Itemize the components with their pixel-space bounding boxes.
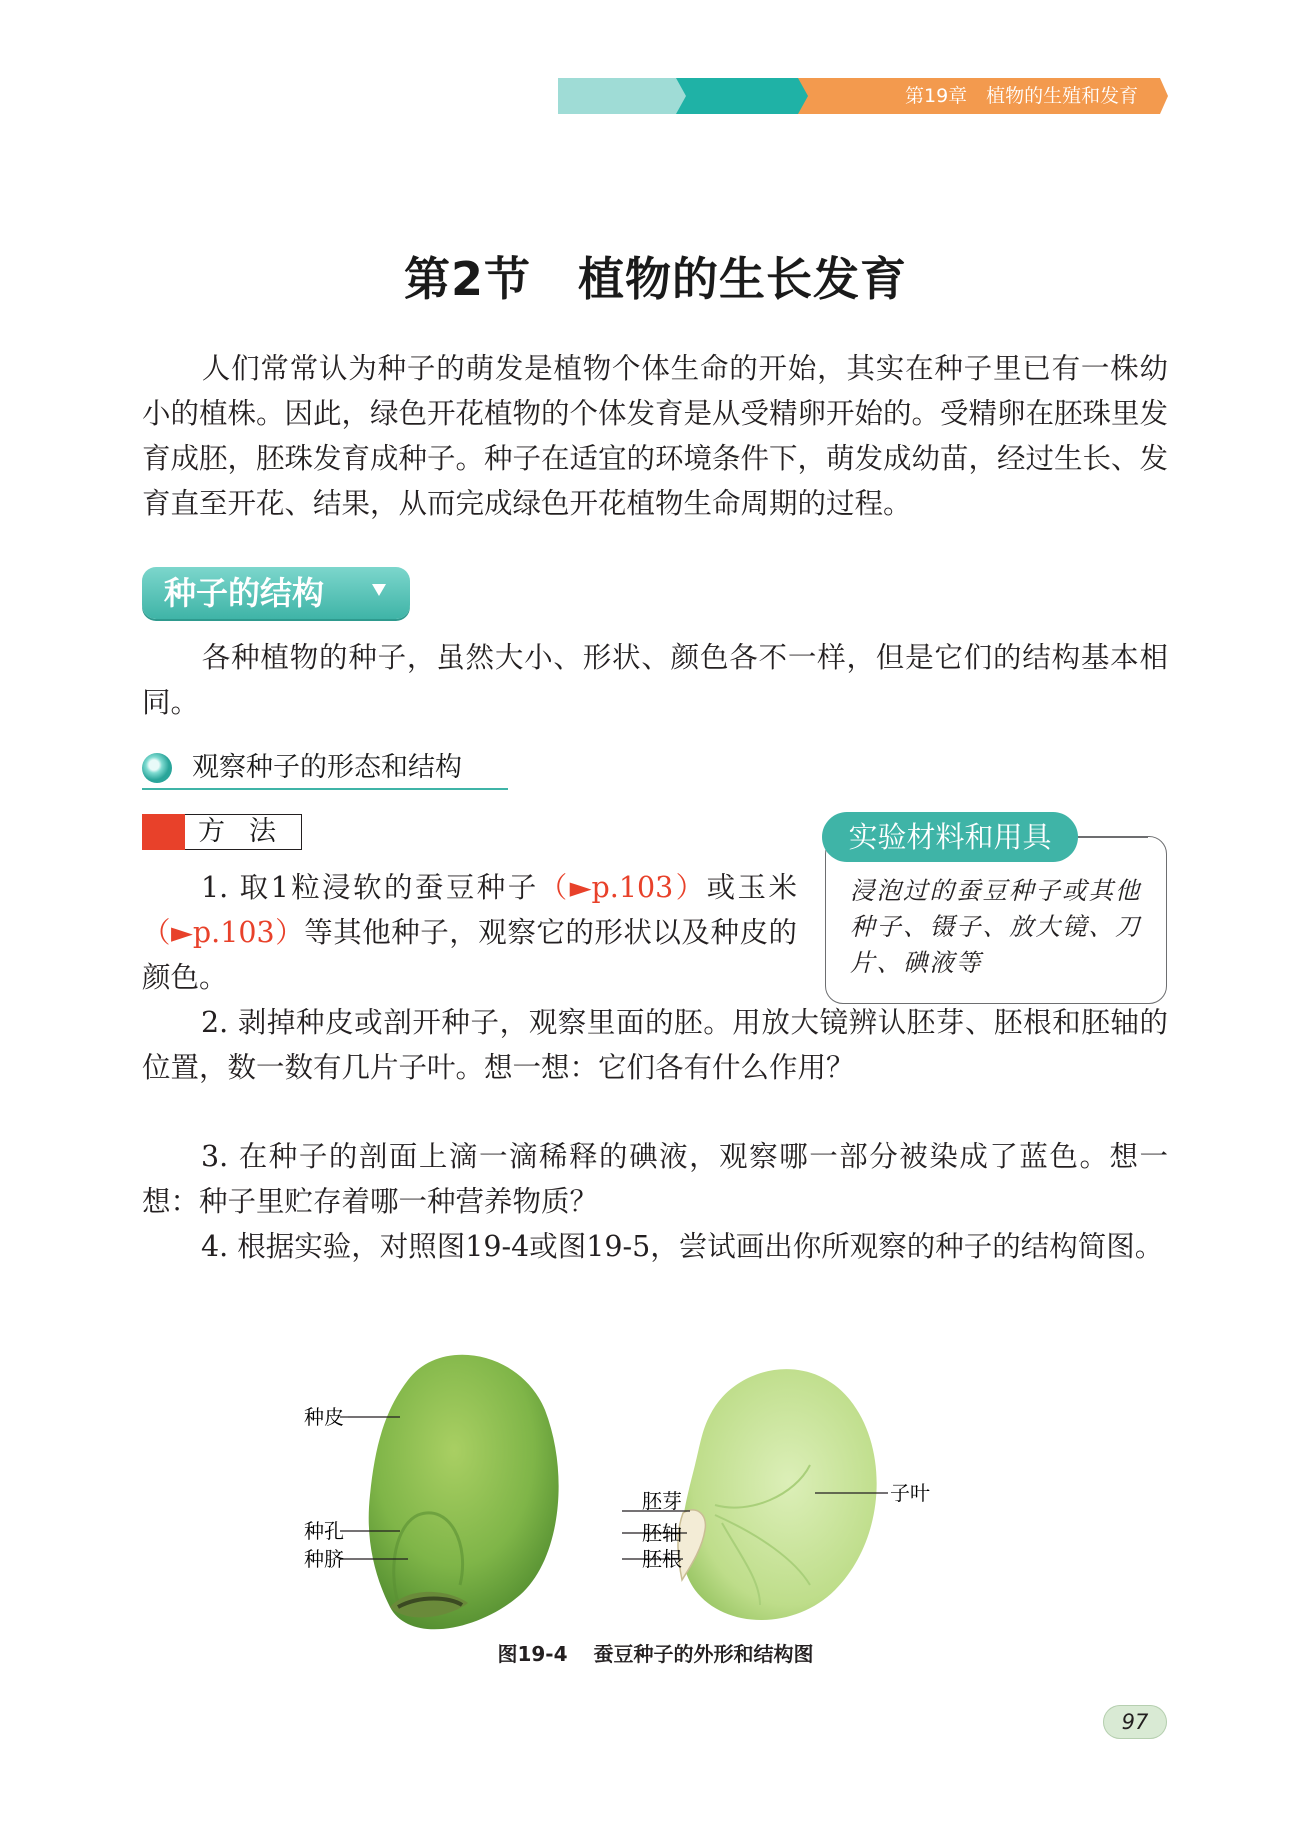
step-1-text-a: 1. 取1粒浸软的蚕豆种子	[201, 871, 539, 904]
intro-text: 人们常常认为种子的萌发是植物个体生命的开始，其实在种子里已有一株幼小的植株。因此，绿色开花植物的个体发育是从受精卵开始的。受精卵在胚珠里发育成胚，胚珠发育成种子。种子在适宜的环境条件下，萌发成幼苗，经过生长、发育直至开花、结果，从而完成绿色开花植物生命周期的过程。	[142, 352, 1169, 520]
section-title: 第2节 植物的生长发育	[403, 252, 907, 306]
label-hilum: 种脐	[304, 1547, 344, 1571]
step-2-text: 2. 剥掉种皮或剖开种子，观察里面的胚。用放大镜辨认胚芽、胚根和胚轴的位置，数一数有几片子叶。想一想：它们各有什么作用？	[142, 1006, 1168, 1084]
heading-arrow-icon	[372, 584, 386, 596]
label-hypocotyl: 胚轴	[642, 1521, 682, 1545]
step-3-text: 3. 在种子的剖面上滴一滴稀释的碘液，观察哪一部分被染成了蓝色。想一想：种子里贮存着哪一种营养物质？	[142, 1140, 1168, 1218]
broad-bean-figure	[290, 1345, 1070, 1645]
page-ref-link[interactable]: （►p.103）	[538, 871, 707, 904]
label-plumule: 胚芽	[642, 1489, 682, 1513]
chapter-label: 第19章 植物的生殖和发育	[905, 85, 1139, 107]
split-seed-image	[678, 1369, 877, 1620]
activity-title: 观察种子的形态和结构	[192, 752, 462, 783]
intro-paragraph	[142, 346, 1168, 526]
step-1-text-b: 或玉米	[706, 871, 797, 904]
step-2	[142, 1000, 1168, 1090]
activity-bullet-icon	[142, 753, 172, 783]
activity-underline	[142, 788, 508, 790]
heading-seed-structure: 种子的结构	[164, 574, 325, 612]
step-4-text: 4. 根据实验，对照图19-4或图19-5，尝试画出你所观察的种子的结构简图。	[201, 1230, 1164, 1263]
method-label: 方法	[198, 816, 300, 847]
structure-paragraph	[142, 635, 1168, 725]
structure-text: 各种植物的种子，虽然大小、形状、颜色各不一样，但是它们的结构基本相同。	[142, 641, 1168, 719]
materials-title: 实验材料和用具	[848, 820, 1052, 854]
step-1	[142, 865, 797, 1000]
page-number: 97	[1121, 1710, 1149, 1734]
page-ref-link[interactable]: （►p.103）	[142, 916, 305, 949]
materials-text: 浸泡过的蚕豆种子或其他种子、镊子、放大镜、刀片、碘液等	[850, 876, 1142, 977]
materials-box-connector	[1078, 836, 1148, 838]
figure-caption-number: 图19-4	[497, 1642, 568, 1666]
label-radicle: 胚根	[642, 1547, 682, 1571]
figure-caption-text: 蚕豆种子的外形和结构图	[593, 1642, 814, 1666]
step-4	[142, 1224, 1168, 1269]
whole-seed-image	[369, 1355, 559, 1630]
label-cotyledon: 子叶	[890, 1481, 930, 1505]
figure-caption	[0, 1638, 1311, 1667]
step-1-text-c: 等其他种子，观察它的形状以及种皮的颜色。	[142, 916, 797, 994]
label-seed-coat: 种皮	[304, 1405, 344, 1429]
label-micropyle: 种孔	[304, 1519, 344, 1543]
step-3	[142, 1134, 1168, 1224]
method-tag-marker	[142, 814, 185, 850]
